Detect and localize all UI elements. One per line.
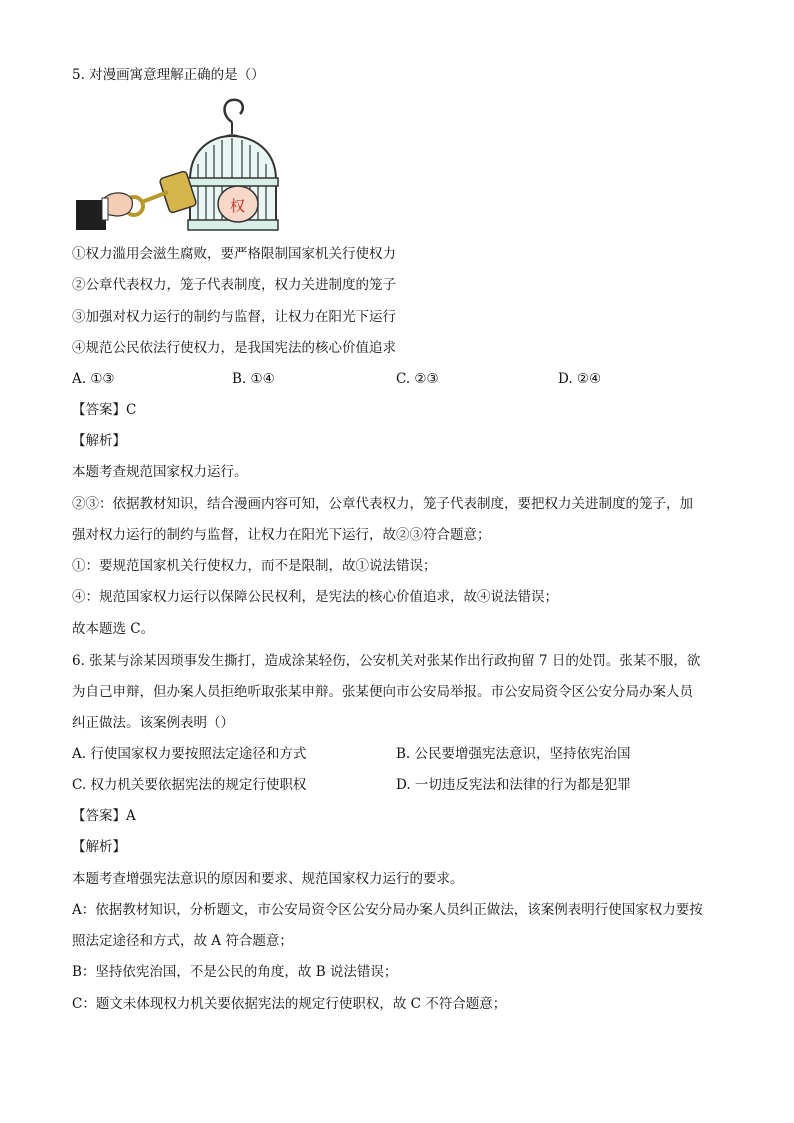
q5-analysis-line-4: ①：要规范国家机关行使权力，而不是限制，故①说法错误；: [72, 558, 437, 574]
q5-stem: 5. 对漫画寓意理解正确的是（）: [72, 67, 265, 83]
q5-analysis-line-1: 本题考查规范国家权力运行。: [72, 464, 248, 480]
q5-option-a: A. ①③: [72, 371, 115, 387]
q5-option-b: B. ①④: [232, 371, 275, 387]
q6-analysis-line-2: A：依据教材知识，分析题文，市公安局资令区公安分局办案人员纠正做法，该案例表明行使国家权力要按: [72, 902, 703, 918]
q6-answer: 【答案】A: [72, 808, 136, 824]
q5-option-d: D. ②④: [558, 371, 602, 387]
q6-option-a: A. 行使国家权力要按照法定途径和方式: [72, 746, 307, 762]
stamp-seal-text: 权: [230, 197, 246, 215]
q5-analysis-line-5: ④：规范国家权力运行以保障公民权利，是宪法的核心价值追求，故④说法错误；: [72, 589, 558, 605]
q6-analysis-line-1: 本题考查增强宪法意识的原因和要求、规范国家权力运行的要求。: [72, 871, 464, 887]
birdcage-cartoon: [72, 94, 312, 236]
q5-statement-3: ③加强对权力运行的制约与监督，让权力在阳光下运行: [72, 309, 396, 325]
q6-option-c: C. 权力机关要依据宪法的规定行使职权: [72, 777, 307, 793]
q6-analysis-title: 【解析】: [72, 839, 126, 855]
q6-stem-line-2: 为自己申辩，但办案人员拒绝听取张某申辩。张某便向市公安局举报。市公安局资令区公安分局办案人员: [72, 684, 693, 700]
q6-option-d: D. 一切违反宪法和法律的行为都是犯罪: [396, 777, 631, 793]
q5-statement-1: ①权力滥用会滋生腐败，要严格限制国家机关行使权力: [72, 246, 396, 262]
q5-analysis-title: 【解析】: [72, 433, 126, 449]
q5-answer: 【答案】C: [72, 402, 137, 418]
q6-stem-line-3: 纠正做法。该案例表明（）: [72, 715, 234, 731]
q6-analysis-line-3: 照法定途径和方式，故 A 符合题意；: [72, 933, 293, 949]
q5-option-c: C. ②③: [396, 371, 439, 387]
q6-analysis-line-4: B：坚持依宪治国，不是公民的角度，故 B 说法错误；: [72, 964, 398, 980]
q6-option-b: B. 公民要增强宪法意识，坚持依宪治国: [396, 746, 631, 762]
q6-analysis-line-5: C：题文未体现权力机关要依据宪法的规定行使职权，故 C 不符合题意；: [72, 996, 507, 1012]
q6-stem-line-1: 6. 张某与涂某因琐事发生撕打，造成涂某轻伤，公安机关对张某作出行政拘留 7 日的处罚。张某不服，欲: [72, 653, 701, 669]
q5-statement-2: ②公章代表权力，笼子代表制度，权力关进制度的笼子: [72, 277, 396, 293]
q5-analysis-line-3: 强对权力运行的制约与监督，让权力在阳光下运行，故②③符合题意；: [72, 527, 491, 543]
q5-analysis-line-2: ②③：依据教材知识，结合漫画内容可知，公章代表权力，笼子代表制度，要把权力关进制度的笼子，加: [72, 496, 693, 512]
q5-statement-4: ④规范公民依法行使权力，是我国宪法的核心价值追求: [72, 340, 396, 356]
q5-analysis-line-6: 故本题选 C。: [72, 621, 155, 637]
